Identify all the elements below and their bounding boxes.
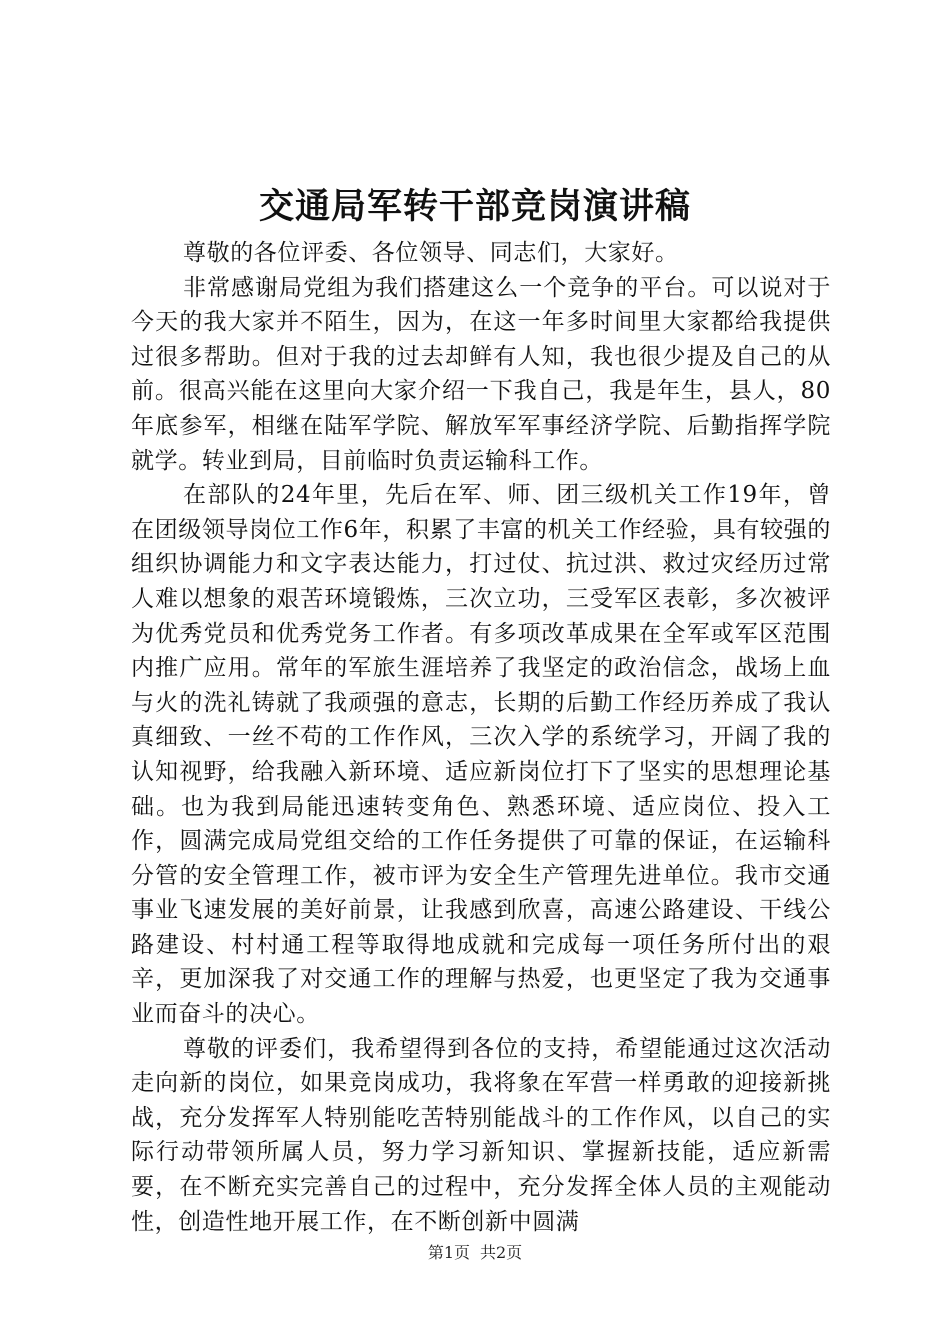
- page-number-current: 第1页: [427, 1243, 470, 1262]
- document-body: [131, 236, 831, 1239]
- paragraph-military-experience: 在部队的24年里，先后在军、师、团三级机关工作19年，曾在团级领导岗位工作6年，积累了丰富的机关工作经验，具有较强的组织协调能力和文字表达能力，打过仗、抗过洪、救过灾经历过常人难以想象的艰苦环境锻炼，三次立功，三受军区表彰，多次被评为优秀党员和优秀党务工作者。有多项改革成果在全军或军区范围内推广应用。常年的军旅生涯培养了我坚定的政治信念，战场上血与火的洗礼铸就了我顽强的意志，长期的后勤工作经历养成了我认真细致、一丝不苟的工作作风，三次入学的系统学习，开阔了我的认知视野，给我融入新环境、适应新岗位打下了坚实的思想理论基础。也为我到局能迅速转变角色、熟悉环境、适应岗位、投入工作，圆满完成局党组交给的工作任务提供了可靠的保证，在运输科分管的安全管理工作，被市评为安全生产管理先进单位。我市交通事业飞速发展的美好前景，让我感到欣喜，高速公路建设、干线公路建设、村村通工程等取得地成就和完成每一项任务所付出的艰辛，更加深我了对交通工作的理解与热爱，也更坚定了我为交通事业而奋斗的决心。: [131, 482, 831, 1028]
- paragraph-request-support: 尊敬的评委们，我希望得到各位的支持，希望能通过这次活动走向新的岗位，如果竞岗成功，我将象在军营一样勇敢的迎接新挑战，充分发挥军人特别能吃苦特别能战斗的工作作风，以自己的实际行动带领所属人员，努力学习新知识、掌握新技能，适应新需要，在不断充实完善自己的过程中，充分发挥全体人员的主观能动性，创造性地开展工作，在不断创新中圆满: [131, 1035, 831, 1235]
- paragraph-greeting: 尊敬的各位评委、各位领导、同志们，大家好。: [183, 240, 679, 266]
- page-number-total: 共2页: [480, 1243, 523, 1262]
- document-title: 交通局军转干部竞岗演讲稿: [258, 186, 691, 227]
- page-footer: [0, 1243, 950, 1263]
- paragraph-introduction: 非常感谢局党组为我们搭建这么一个竞争的平台。可以说对于今天的我大家并不陌生，因为，在这一年多时间里大家都给我提供过很多帮助。但对于我的过去却鲜有人知，我也很少提及自己的从前。很高兴能在这里向大家介绍一下我自己，我是年生，县人，80年底参军，相继在陆军学院、解放军军事经济学院、后勤指挥学院就学。转业到局，目前临时负责运输科工作。: [131, 274, 831, 474]
